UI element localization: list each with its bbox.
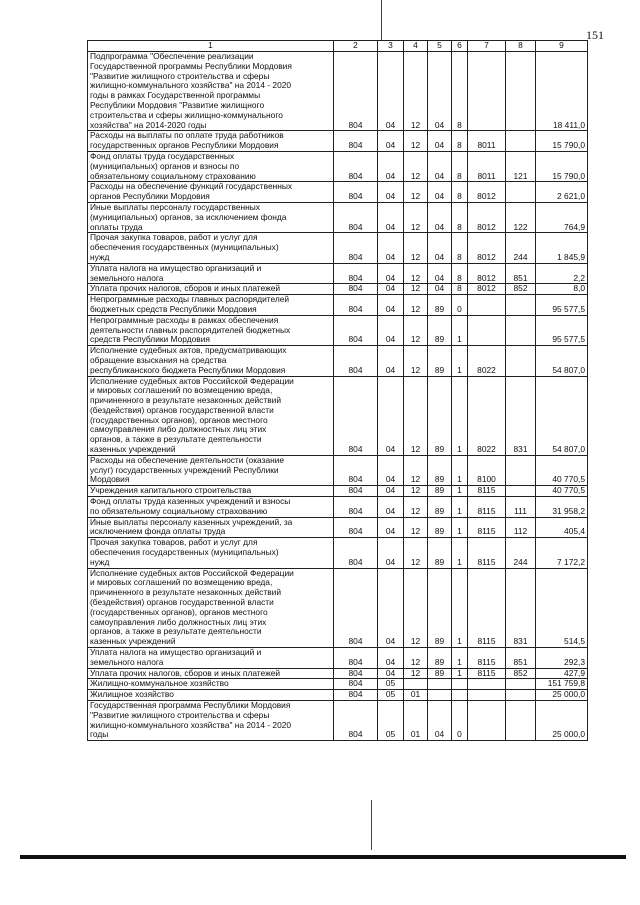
expense-type-cell: 244 bbox=[506, 233, 536, 263]
table-row bbox=[88, 538, 588, 568]
expense-type-cell bbox=[506, 486, 536, 497]
subprogram-code-cell: 8 bbox=[452, 233, 468, 263]
subprogram-code-cell: 0 bbox=[452, 295, 468, 316]
ministry-code-cell: 804 bbox=[334, 284, 378, 295]
column-header-3: 3 bbox=[378, 41, 404, 52]
amount-cell: 95 577,5 bbox=[536, 295, 588, 316]
subsection-code-cell: 12 bbox=[404, 517, 428, 538]
table-row bbox=[88, 679, 588, 690]
column-header-6: 6 bbox=[452, 41, 468, 52]
program-code-cell: 04 bbox=[428, 52, 452, 131]
item-name-cell: Фонд оплаты труда казенных учреждений и взносы по обязательному социальному страхованию bbox=[88, 497, 334, 518]
expense-type-cell: 111 bbox=[506, 497, 536, 518]
section-code-cell: 04 bbox=[378, 284, 404, 295]
program-code-cell: 89 bbox=[428, 376, 452, 455]
subprogram-code-cell: 1 bbox=[452, 568, 468, 647]
ministry-code-cell: 804 bbox=[334, 202, 378, 232]
section-code-cell: 05 bbox=[378, 690, 404, 701]
section-code-cell: 04 bbox=[378, 648, 404, 669]
expense-type-cell: 121 bbox=[506, 151, 536, 181]
subsection-code-cell: 12 bbox=[404, 486, 428, 497]
ministry-code-cell: 804 bbox=[334, 182, 378, 203]
section-code-cell: 04 bbox=[378, 52, 404, 131]
section-code-cell: 04 bbox=[378, 233, 404, 263]
ministry-code-cell: 804 bbox=[334, 679, 378, 690]
section-code-cell: 04 bbox=[378, 538, 404, 568]
subsection-code-cell: 12 bbox=[404, 648, 428, 669]
expense-type-cell bbox=[506, 52, 536, 131]
table-row bbox=[88, 455, 588, 485]
item-name-cell: Жилищно-коммунальное хозяйство bbox=[88, 679, 334, 690]
table-row bbox=[88, 497, 588, 518]
section-code-cell: 04 bbox=[378, 668, 404, 679]
program-code-cell: 89 bbox=[428, 568, 452, 647]
expense-type-cell: 851 bbox=[506, 648, 536, 669]
amount-cell: 15 790,0 bbox=[536, 131, 588, 152]
amount-cell: 764,9 bbox=[536, 202, 588, 232]
item-name-cell: Непрограммные расходы в рамках обеспечения деятельности главных распорядителей бюджетных средств Республики Мордовия bbox=[88, 315, 334, 345]
ministry-code-cell: 804 bbox=[334, 517, 378, 538]
item-name-cell: Непрограммные расходы главных распорядителей бюджетных средств Республики Мордовия bbox=[88, 295, 334, 316]
subsection-code-cell: 12 bbox=[404, 131, 428, 152]
budget-table bbox=[87, 40, 588, 741]
target-code-cell: 8115 bbox=[468, 568, 506, 647]
amount-cell: 54 807,0 bbox=[536, 376, 588, 455]
subprogram-code-cell: 8 bbox=[452, 284, 468, 295]
expense-type-cell: 831 bbox=[506, 568, 536, 647]
subsection-code-cell: 01 bbox=[404, 690, 428, 701]
subsection-code-cell: 12 bbox=[404, 455, 428, 485]
item-name-cell: Учреждения капитального строительства bbox=[88, 486, 334, 497]
program-code-cell: 89 bbox=[428, 486, 452, 497]
expense-type-cell bbox=[506, 182, 536, 203]
subprogram-code-cell: 1 bbox=[452, 538, 468, 568]
amount-cell: 40 770,5 bbox=[536, 486, 588, 497]
subprogram-code-cell: 1 bbox=[452, 376, 468, 455]
target-code-cell bbox=[468, 52, 506, 131]
subsection-code-cell: 12 bbox=[404, 52, 428, 131]
subprogram-code-cell: 8 bbox=[452, 52, 468, 131]
bottom-rule bbox=[20, 855, 626, 859]
table-row bbox=[88, 517, 588, 538]
header-row bbox=[88, 41, 588, 52]
ministry-code-cell: 804 bbox=[334, 648, 378, 669]
target-code-cell: 8115 bbox=[468, 497, 506, 518]
section-code-cell: 04 bbox=[378, 486, 404, 497]
table-row bbox=[88, 131, 588, 152]
program-code-cell: 89 bbox=[428, 517, 452, 538]
scan-fold-line bbox=[381, 0, 382, 40]
scan-fold-line bbox=[371, 800, 372, 850]
table-row bbox=[88, 202, 588, 232]
expense-type-cell bbox=[506, 346, 536, 376]
subprogram-code-cell: 1 bbox=[452, 497, 468, 518]
program-code-cell: 04 bbox=[428, 701, 452, 741]
column-header-8: 8 bbox=[506, 41, 536, 52]
program-code-cell: 89 bbox=[428, 668, 452, 679]
table-row bbox=[88, 690, 588, 701]
target-code-cell: 8012 bbox=[468, 233, 506, 263]
amount-cell: 427,9 bbox=[536, 668, 588, 679]
target-code-cell: 8011 bbox=[468, 151, 506, 181]
program-code-cell: 89 bbox=[428, 346, 452, 376]
subprogram-code-cell: 1 bbox=[452, 648, 468, 669]
item-name-cell: Уплата налога на имущество организаций и земельного налога bbox=[88, 263, 334, 284]
subprogram-code-cell bbox=[452, 690, 468, 701]
item-name-cell: Расходы на выплаты по оплате труда работников государственных органов Республики Мордовия bbox=[88, 131, 334, 152]
amount-cell: 40 770,5 bbox=[536, 455, 588, 485]
expense-type-cell: 831 bbox=[506, 376, 536, 455]
expense-type-cell bbox=[506, 131, 536, 152]
subsection-code-cell: 12 bbox=[404, 376, 428, 455]
program-code-cell: 04 bbox=[428, 263, 452, 284]
target-code-cell: 8012 bbox=[468, 284, 506, 295]
item-name-cell: Иные выплаты персоналу государственных (муниципальных) органов, за исключением фонда оплаты труда bbox=[88, 202, 334, 232]
subprogram-code-cell: 1 bbox=[452, 486, 468, 497]
item-name-cell: Подпрограмма "Обеспечение реализации Государственной программы Республики Мордовия "Развитие жилищного строительства и сферы жилищно-коммунального хозяйства" на 2014 - 2020 годы в рамках Государственной программы Республики Мордовия "Развитие жилищного строительства и сферы жилищно-коммунального хозяйства" на 2014-2020 годы bbox=[88, 52, 334, 131]
target-code-cell bbox=[468, 295, 506, 316]
amount-cell: 18 411,0 bbox=[536, 52, 588, 131]
section-code-cell: 04 bbox=[378, 455, 404, 485]
ministry-code-cell: 804 bbox=[334, 668, 378, 679]
section-code-cell: 05 bbox=[378, 679, 404, 690]
item-name-cell: Исполнение судебных актов, предусматривающих обращение взыскания на средства республиканского бюджета Республики Мордовия bbox=[88, 346, 334, 376]
table-row bbox=[88, 295, 588, 316]
item-name-cell: Расходы на обеспечение деятельности (оказание услуг) государственных учреждений Республики Мордовия bbox=[88, 455, 334, 485]
table-row bbox=[88, 263, 588, 284]
item-name-cell: Уплата прочих налогов, сборов и иных платежей bbox=[88, 668, 334, 679]
target-code-cell: 8100 bbox=[468, 455, 506, 485]
ministry-code-cell: 804 bbox=[334, 486, 378, 497]
subsection-code-cell: 12 bbox=[404, 538, 428, 568]
page-number: 151 bbox=[586, 28, 604, 42]
table-row bbox=[88, 182, 588, 203]
subsection-code-cell: 12 bbox=[404, 151, 428, 181]
target-code-cell: 8012 bbox=[468, 182, 506, 203]
expense-type-cell: 852 bbox=[506, 668, 536, 679]
table-row bbox=[88, 284, 588, 295]
program-code-cell: 04 bbox=[428, 202, 452, 232]
expense-type-cell bbox=[506, 679, 536, 690]
item-name-cell: Фонд оплаты труда государственных (муниципальных) органов и взносы по обязательному социальному страхованию bbox=[88, 151, 334, 181]
program-code-cell: 04 bbox=[428, 131, 452, 152]
table-row bbox=[88, 486, 588, 497]
amount-cell: 2,2 bbox=[536, 263, 588, 284]
section-code-cell: 05 bbox=[378, 701, 404, 741]
ministry-code-cell: 804 bbox=[334, 701, 378, 741]
expense-type-cell: 244 bbox=[506, 538, 536, 568]
section-code-cell: 04 bbox=[378, 346, 404, 376]
target-code-cell: 8115 bbox=[468, 648, 506, 669]
table-row bbox=[88, 376, 588, 455]
subsection-code-cell: 12 bbox=[404, 315, 428, 345]
program-code-cell: 04 bbox=[428, 151, 452, 181]
item-name-cell: Уплата прочих налогов, сборов и иных платежей bbox=[88, 284, 334, 295]
subprogram-code-cell: 8 bbox=[452, 151, 468, 181]
expense-type-cell: 112 bbox=[506, 517, 536, 538]
section-code-cell: 04 bbox=[378, 497, 404, 518]
amount-cell: 15 790,0 bbox=[536, 151, 588, 181]
subsection-code-cell: 12 bbox=[404, 497, 428, 518]
subprogram-code-cell: 1 bbox=[452, 346, 468, 376]
target-code-cell bbox=[468, 679, 506, 690]
program-code-cell: 04 bbox=[428, 284, 452, 295]
ministry-code-cell: 804 bbox=[334, 52, 378, 131]
amount-cell: 8,0 bbox=[536, 284, 588, 295]
target-code-cell: 8115 bbox=[468, 668, 506, 679]
item-name-cell: Прочая закупка товаров, работ и услуг для обеспечения государственных (муниципальных) нужд bbox=[88, 233, 334, 263]
section-code-cell: 04 bbox=[378, 315, 404, 345]
column-header-5: 5 bbox=[428, 41, 452, 52]
expense-type-cell bbox=[506, 701, 536, 741]
subprogram-code-cell: 8 bbox=[452, 182, 468, 203]
item-name-cell: Иные выплаты персоналу казенных учреждений, за исключением фонда оплаты труда bbox=[88, 517, 334, 538]
program-code-cell bbox=[428, 679, 452, 690]
ministry-code-cell: 804 bbox=[334, 346, 378, 376]
target-code-cell bbox=[468, 701, 506, 741]
subprogram-code-cell: 1 bbox=[452, 517, 468, 538]
subsection-code-cell bbox=[404, 679, 428, 690]
ministry-code-cell: 804 bbox=[334, 151, 378, 181]
subsection-code-cell: 12 bbox=[404, 202, 428, 232]
subsection-code-cell: 12 bbox=[404, 295, 428, 316]
amount-cell: 405,4 bbox=[536, 517, 588, 538]
ministry-code-cell: 804 bbox=[334, 538, 378, 568]
ministry-code-cell: 804 bbox=[334, 568, 378, 647]
expense-type-cell bbox=[506, 315, 536, 345]
subsection-code-cell: 01 bbox=[404, 701, 428, 741]
amount-cell: 25 000,0 bbox=[536, 690, 588, 701]
ministry-code-cell: 804 bbox=[334, 497, 378, 518]
item-name-cell: Жилищное хозяйство bbox=[88, 690, 334, 701]
subsection-code-cell: 12 bbox=[404, 263, 428, 284]
amount-cell: 292,3 bbox=[536, 648, 588, 669]
item-name-cell: Исполнение судебных актов Российской Федерации и мировых соглашений по возмещению вреда, причиненного в результате незаконных действий (бездействия) органов государственной власти (государственных органов), органов местного самоуправления либо должностных лиц этих органов, а также в результате деятельности казенных учреждений bbox=[88, 568, 334, 647]
program-code-cell bbox=[428, 690, 452, 701]
expense-type-cell bbox=[506, 455, 536, 485]
amount-cell: 2 621,0 bbox=[536, 182, 588, 203]
subsection-code-cell: 12 bbox=[404, 668, 428, 679]
expense-type-cell: 122 bbox=[506, 202, 536, 232]
program-code-cell: 04 bbox=[428, 182, 452, 203]
ministry-code-cell: 804 bbox=[334, 315, 378, 345]
target-code-cell bbox=[468, 315, 506, 345]
amount-cell: 31 958,2 bbox=[536, 497, 588, 518]
section-code-cell: 04 bbox=[378, 295, 404, 316]
expense-type-cell: 852 bbox=[506, 284, 536, 295]
table-row bbox=[88, 315, 588, 345]
program-code-cell: 89 bbox=[428, 315, 452, 345]
amount-cell: 151 759,8 bbox=[536, 679, 588, 690]
table-row bbox=[88, 568, 588, 647]
ministry-code-cell: 804 bbox=[334, 376, 378, 455]
subprogram-code-cell: 1 bbox=[452, 455, 468, 485]
subprogram-code-cell: 8 bbox=[452, 202, 468, 232]
amount-cell: 514,5 bbox=[536, 568, 588, 647]
ministry-code-cell: 804 bbox=[334, 233, 378, 263]
table-row bbox=[88, 346, 588, 376]
amount-cell: 1 845,9 bbox=[536, 233, 588, 263]
subprogram-code-cell: 1 bbox=[452, 315, 468, 345]
amount-cell: 95 577,5 bbox=[536, 315, 588, 345]
column-header-4: 4 bbox=[404, 41, 428, 52]
ministry-code-cell: 804 bbox=[334, 455, 378, 485]
program-code-cell: 89 bbox=[428, 538, 452, 568]
section-code-cell: 04 bbox=[378, 568, 404, 647]
section-code-cell: 04 bbox=[378, 151, 404, 181]
section-code-cell: 04 bbox=[378, 202, 404, 232]
subsection-code-cell: 12 bbox=[404, 182, 428, 203]
program-code-cell: 89 bbox=[428, 497, 452, 518]
target-code-cell: 8115 bbox=[468, 517, 506, 538]
target-code-cell: 8012 bbox=[468, 202, 506, 232]
item-name-cell: Исполнение судебных актов Российской Федерации и мировых соглашений по возмещению вреда, причиненного в результате незаконных действий (бездействия) органов государственной власти (государственных органов), органов местного самоуправления либо должностных лиц этих органов, а также в результате деятельности казенных учреждений bbox=[88, 376, 334, 455]
subprogram-code-cell: 8 bbox=[452, 131, 468, 152]
amount-cell: 7 172,2 bbox=[536, 538, 588, 568]
table-row bbox=[88, 151, 588, 181]
target-code-cell: 8022 bbox=[468, 346, 506, 376]
target-code-cell: 8022 bbox=[468, 376, 506, 455]
table-row bbox=[88, 701, 588, 741]
target-code-cell: 8115 bbox=[468, 538, 506, 568]
table-row bbox=[88, 233, 588, 263]
ministry-code-cell: 804 bbox=[334, 690, 378, 701]
expense-type-cell bbox=[506, 690, 536, 701]
subsection-code-cell: 12 bbox=[404, 233, 428, 263]
column-header-2: 2 bbox=[334, 41, 378, 52]
subsection-code-cell: 12 bbox=[404, 568, 428, 647]
subprogram-code-cell: 1 bbox=[452, 668, 468, 679]
subprogram-code-cell: 0 bbox=[452, 701, 468, 741]
target-code-cell: 8011 bbox=[468, 131, 506, 152]
ministry-code-cell: 804 bbox=[334, 263, 378, 284]
table-row bbox=[88, 668, 588, 679]
column-header-1: 1 bbox=[88, 41, 334, 52]
program-code-cell: 89 bbox=[428, 648, 452, 669]
item-name-cell: Прочая закупка товаров, работ и услуг для обеспечения государственных (муниципальных) нужд bbox=[88, 538, 334, 568]
target-code-cell bbox=[468, 690, 506, 701]
target-code-cell: 8115 bbox=[468, 486, 506, 497]
ministry-code-cell: 804 bbox=[334, 131, 378, 152]
item-name-cell: Государственная программа Республики Мордовия "Развитие жилищного строительства и сферы жилищно-коммунального хозяйства" на 2014 - 2020 годы bbox=[88, 701, 334, 741]
ministry-code-cell: 804 bbox=[334, 295, 378, 316]
column-header-7: 7 bbox=[468, 41, 506, 52]
item-name-cell: Расходы на обеспечение функций государственных органов Республики Мордовия bbox=[88, 182, 334, 203]
subsection-code-cell: 12 bbox=[404, 284, 428, 295]
expense-type-cell bbox=[506, 295, 536, 316]
section-code-cell: 04 bbox=[378, 376, 404, 455]
expense-type-cell: 851 bbox=[506, 263, 536, 284]
program-code-cell: 89 bbox=[428, 455, 452, 485]
section-code-cell: 04 bbox=[378, 182, 404, 203]
amount-cell: 25 000,0 bbox=[536, 701, 588, 741]
section-code-cell: 04 bbox=[378, 263, 404, 284]
subprogram-code-cell bbox=[452, 679, 468, 690]
section-code-cell: 04 bbox=[378, 517, 404, 538]
subsection-code-cell: 12 bbox=[404, 346, 428, 376]
subprogram-code-cell: 8 bbox=[452, 263, 468, 284]
target-code-cell: 8012 bbox=[468, 263, 506, 284]
section-code-cell: 04 bbox=[378, 131, 404, 152]
program-code-cell: 04 bbox=[428, 233, 452, 263]
table-row bbox=[88, 648, 588, 669]
column-header-9: 9 bbox=[536, 41, 588, 52]
item-name-cell: Уплата налога на имущество организаций и земельного налога bbox=[88, 648, 334, 669]
table-row bbox=[88, 52, 588, 131]
program-code-cell: 89 bbox=[428, 295, 452, 316]
amount-cell: 54 807,0 bbox=[536, 346, 588, 376]
